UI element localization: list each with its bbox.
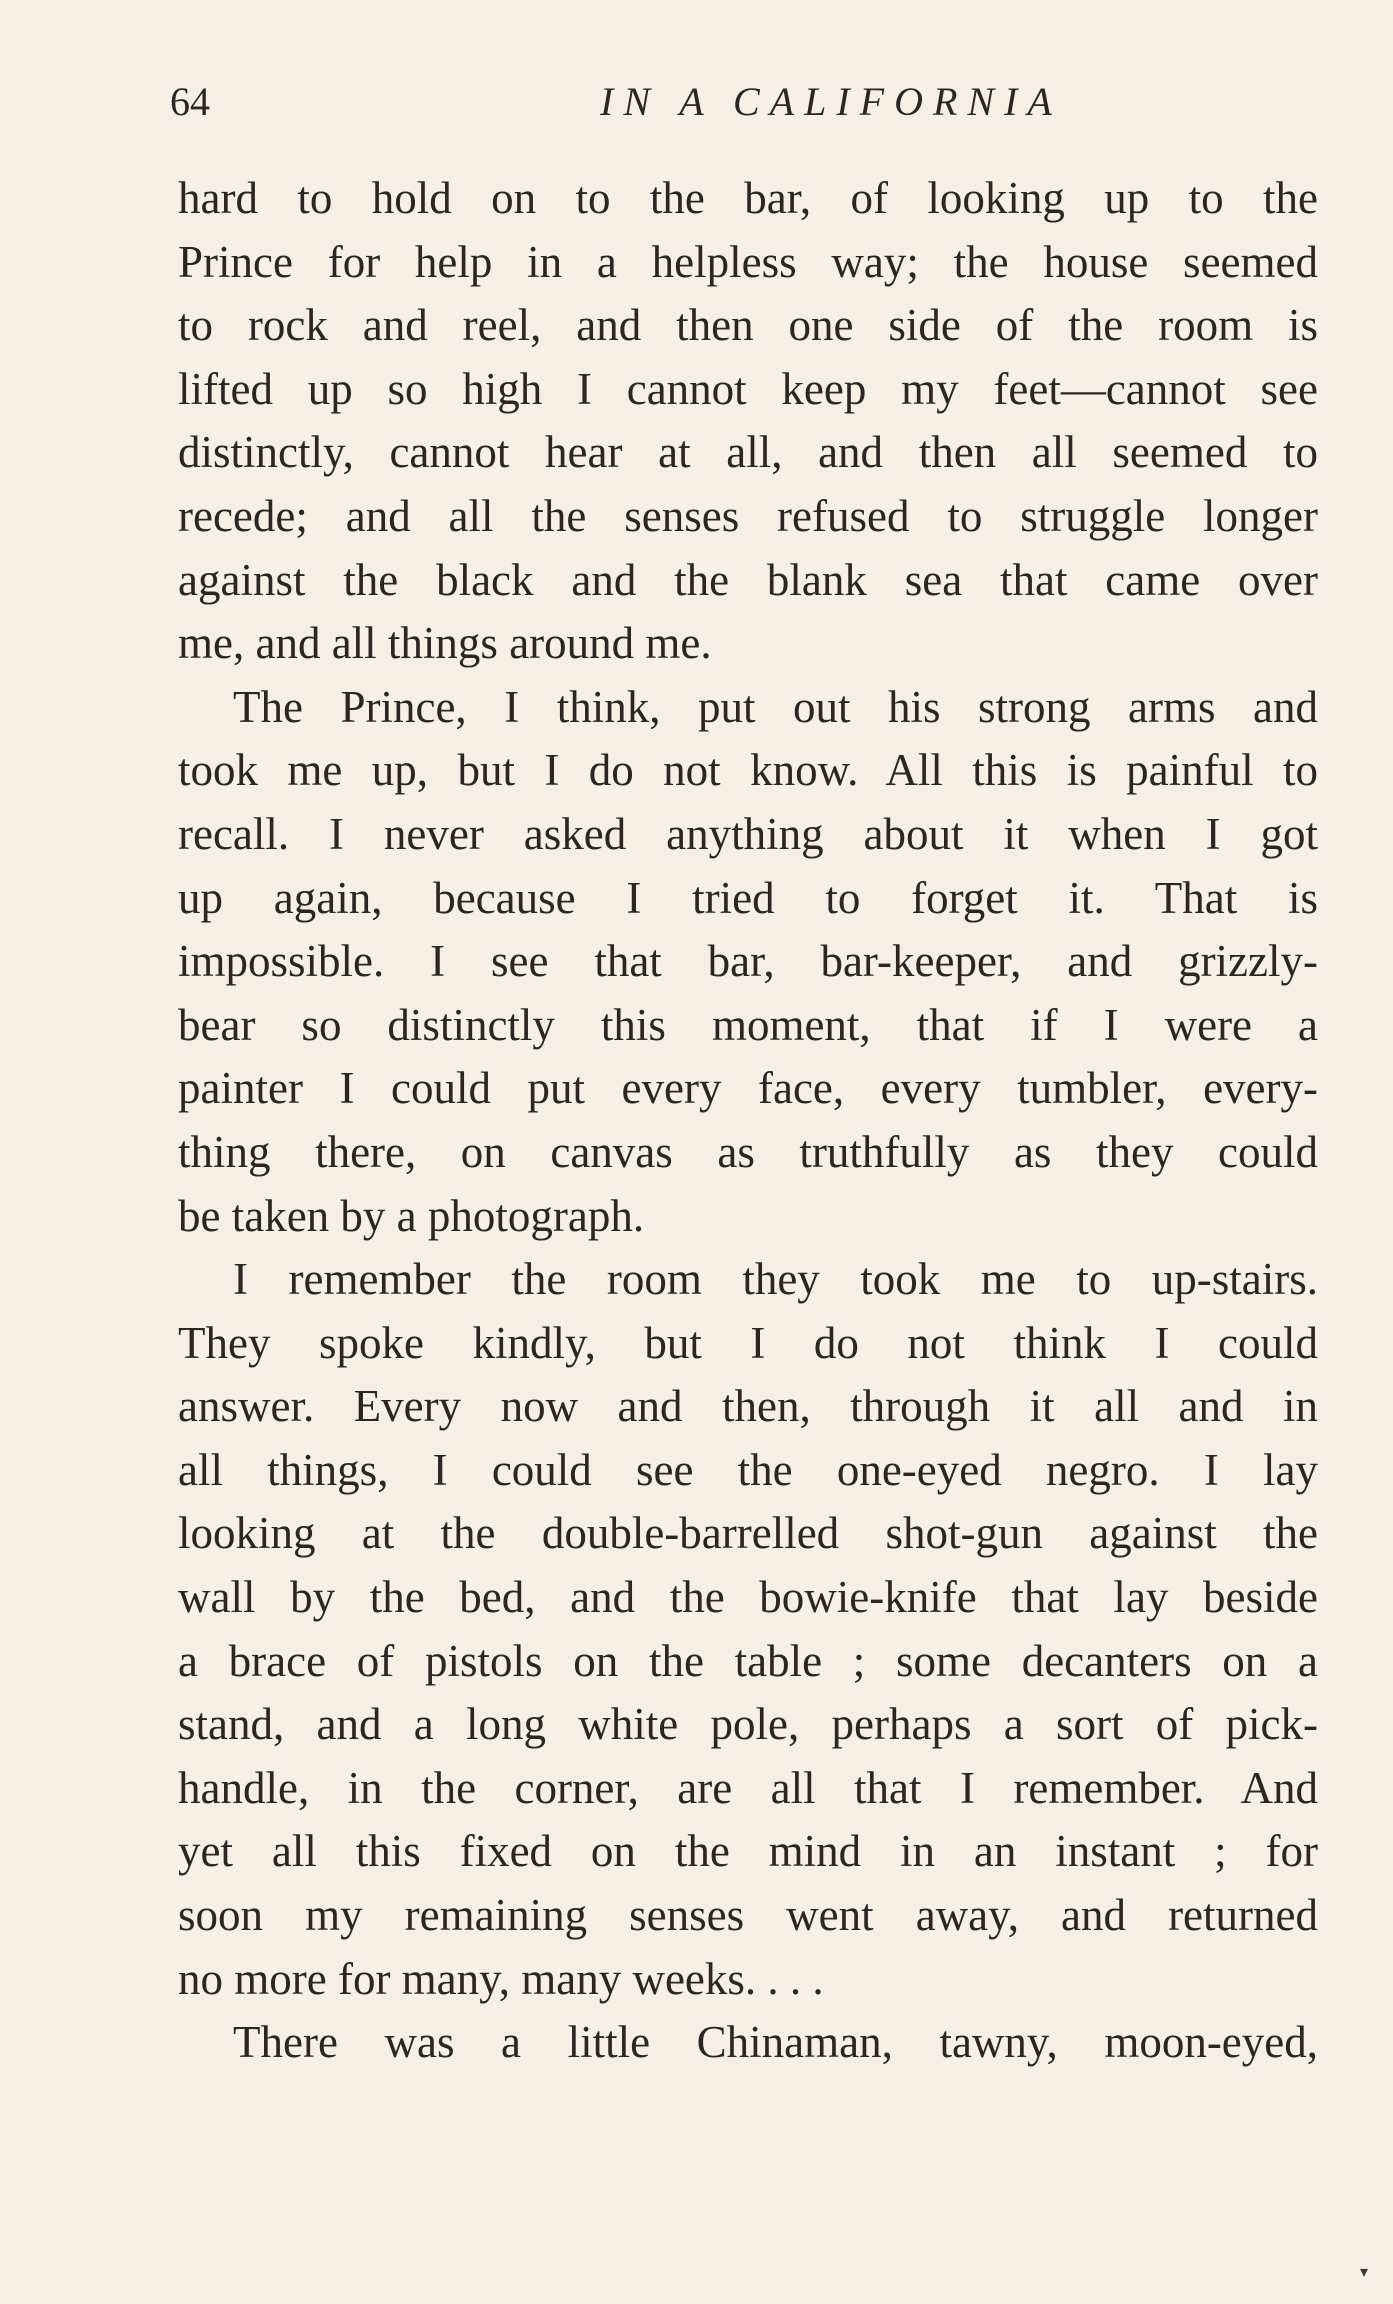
text-line: The Prince, I think, put out his strong arms and	[233, 681, 1318, 732]
text-line: lifted up so high I cannot keep my feet—cannot see	[178, 363, 1318, 414]
body-text	[178, 167, 1318, 2075]
text-line: against the black and the blank sea that came over	[178, 554, 1318, 605]
page-number: 64	[170, 79, 210, 124]
text-line: There was a little Chinaman, tawny, moon-eyed,	[233, 2017, 1318, 2068]
text-line: soon my remaining senses went away, and returned	[178, 1890, 1318, 1941]
text-line: distinctly, cannot hear at all, and then all seemed to	[178, 427, 1318, 478]
text-line: impossible. I see that bar, bar-keeper, and grizzly-	[178, 936, 1318, 987]
text-line: hard to hold on to the bar, of looking up to the	[178, 173, 1318, 223]
text-line: answer. Every now and then, through it all and in	[178, 1381, 1318, 1432]
text-line: all things, I could see the one-eyed negro. I lay	[178, 1444, 1318, 1495]
text-line: I remember the room they took me to up-stairs.	[233, 1254, 1318, 1305]
text-line: recede; and all the senses refused to struggle longer	[178, 490, 1318, 541]
text-line: They spoke kindly, but I do not think I could	[178, 1317, 1318, 1368]
text-line: stand, and a long white pole, perhaps a sort of pick-	[178, 1699, 1318, 1750]
signature-mark: ▾	[1360, 2264, 1369, 2281]
text-line: bear so distinctly this moment, that if I were a	[178, 999, 1318, 1050]
text-line: Prince for help in a helpless way; the house seemed	[178, 236, 1318, 287]
text-line: a brace of pistols on the table ; some decanters on a	[178, 1635, 1318, 1686]
text-line: up again, because I tried to forget it. That is	[178, 872, 1318, 923]
text-line: to rock and reel, and then one side of the room is	[178, 300, 1318, 351]
running-head: IN A CALIFORNIA	[600, 79, 1062, 124]
text-line: took me up, but I do not know. All this is painful to	[178, 745, 1318, 796]
text-line: be taken by a photograph.	[178, 1190, 645, 1241]
text-line: handle, in the corner, are all that I remember. And	[178, 1762, 1318, 1813]
page-header	[170, 72, 1310, 132]
text-line: recall. I never asked anything about it when I got	[178, 808, 1318, 859]
text-line: no more for many, many weeks. . . .	[178, 1953, 824, 2004]
text-line: yet all this fixed on the mind in an instant ; for	[178, 1826, 1318, 1877]
text-line: me, and all things around me.	[178, 618, 712, 669]
text-line: painter I could put every face, every tumbler, every-	[178, 1063, 1318, 1114]
text-line: looking at the double-barrelled shot-gun against the	[178, 1508, 1318, 1559]
text-line: thing there, on canvas as truthfully as they could	[178, 1126, 1318, 1177]
text-line: wall by the bed, and the bowie-knife that lay beside	[178, 1572, 1318, 1623]
